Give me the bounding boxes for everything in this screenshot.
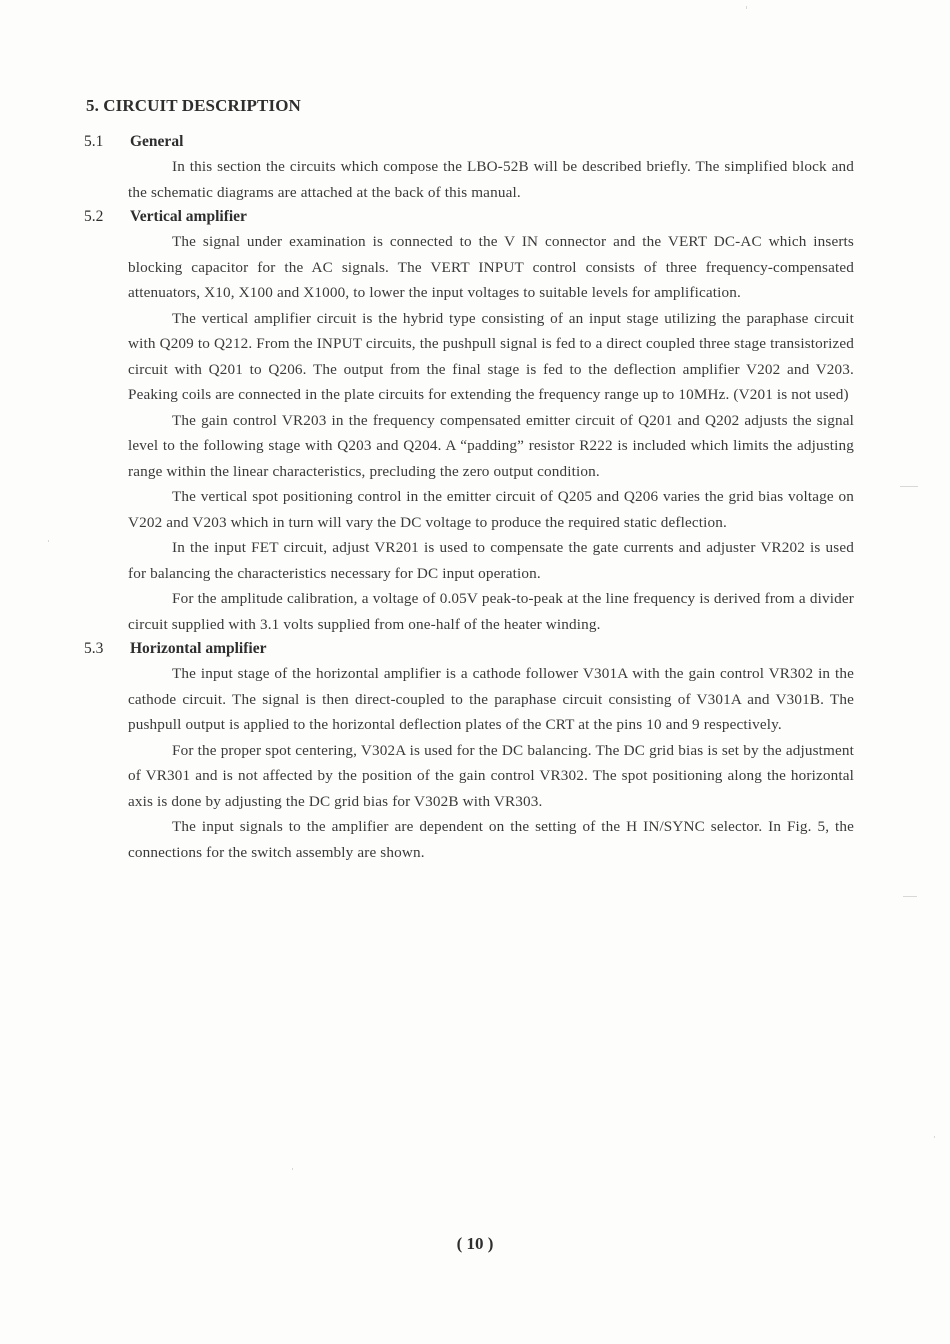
section-horizontal-amplifier <box>82 637 854 865</box>
page-number: ( 10 ) <box>456 1234 494 1253</box>
scan-speck <box>900 486 918 487</box>
paragraph: The signal under examination is connected to the V IN connector and the VERT DC-AC which inserts blocking capacitor for the AC signals. The VERT INPUT control consists of three frequency-compensated attenuators, X10, X100 and X1000, to lower the input voltages to suitable levels for amplification. <box>128 233 854 301</box>
section-heading <box>82 130 854 154</box>
paragraph: The input stage of the horizontal amplifier is a cathode follower V301A with the gain control VR302 in the cathode circuit. The signal is then direct-coupled to the paraphase circuit consisting of V301A and V301B. The pushpull output is applied to the horizontal deflection plates of the CRT at the pins 10 and 9 respectively. <box>128 665 854 733</box>
section-number: 5.3 <box>84 640 104 657</box>
page-content <box>82 96 854 865</box>
section-title: Horizontal amplifier <box>130 640 267 657</box>
scan-speck <box>292 1168 293 1170</box>
paragraph: The input signals to the amplifier are dependent on the setting of the H IN/SYNC selector. In Fig. 5, the connections for the switch assembly are shown. <box>128 818 854 861</box>
section-heading <box>82 637 854 661</box>
scan-speck <box>934 1136 935 1138</box>
paragraph: The gain control VR203 in the frequency compensated emitter circuit of Q201 and Q202 adjusts the signal level to the following stage with Q203 and Q204. A “padding” resistor R222 is included which limits the adjusting range within the linear characteristics, precluding the zero output condition. <box>128 411 854 480</box>
section-number: 5.1 <box>84 133 104 150</box>
section-title: Vertical amplifier <box>130 208 247 225</box>
section-title: General <box>130 133 184 150</box>
section-heading <box>82 205 854 229</box>
section-number: 5.2 <box>84 208 104 225</box>
paragraph: The vertical amplifier circuit is the hybrid type consisting of an input stage utilizing the paraphase circuit with Q209 to Q212. From the INPUT circuits, the pushpull signal is fed to a direct coupled three stage transistorized circuit with Q201 to Q206. The output from the final stage is fed to the deflection amplifier V202 and V203. Peaking coils are connected in the plate circuits for extending the frequency range up to 10MHz. (V201 is not used) <box>128 309 854 403</box>
scan-speck <box>48 540 49 542</box>
scan-speck <box>746 6 747 9</box>
section-general <box>82 130 854 205</box>
section-vertical-amplifier <box>82 205 854 637</box>
paragraph: In this section the circuits which compose the LBO-52B will be described briefly. The simplified block and the schematic diagrams are attached at the back of this manual. <box>128 158 854 201</box>
paragraph: For the amplitude calibration, a voltage of 0.05V peak-to-peak at the line frequency is derived from a divider circuit supplied with 3.1 volts supplied from one-half of the heater winding. <box>128 590 854 633</box>
scan-speck <box>903 896 917 897</box>
paragraph: The vertical spot positioning control in the emitter circuit of Q205 and Q206 varies the grid bias voltage on V202 and V203 which in turn will vary the DC voltage to produce the required static deflection. <box>128 488 854 531</box>
chapter-title: 5. CIRCUIT DESCRIPTION <box>86 96 301 115</box>
paragraph: In the input FET circuit, adjust VR201 is used to compensate the gate currents and adjuster VR202 is used for balancing the characteristics necessary for DC input operation. <box>128 539 854 582</box>
paragraph: For the proper spot centering, V302A is used for the DC balancing. The DC grid bias is set by the adjustment of VR301 and is not affected by the position of the gain control VR302. The spot positioning along the horizontal axis is done by adjusting the DC grid bias for V302B with VR303. <box>128 741 854 810</box>
